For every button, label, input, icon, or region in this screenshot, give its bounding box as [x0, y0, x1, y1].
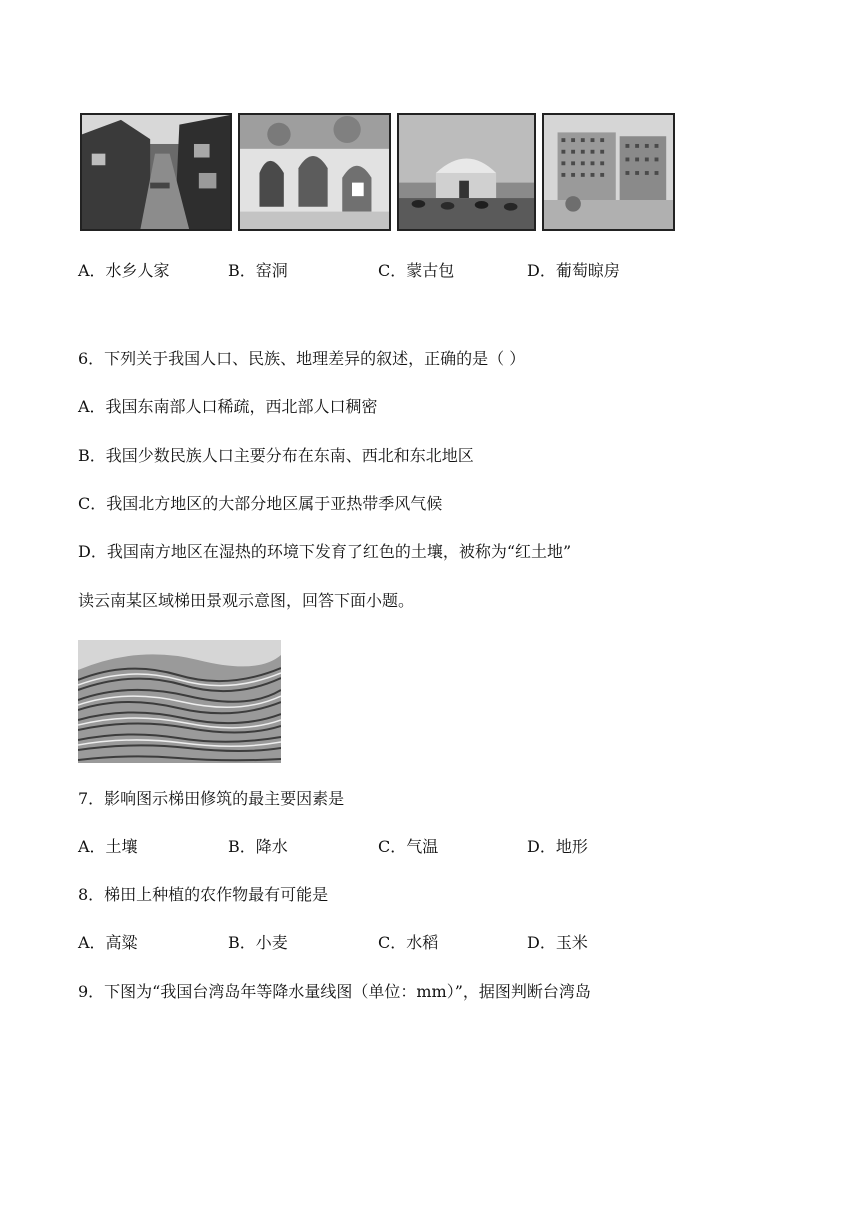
q6-stem: 6．下列关于我国人口、民族、地理差异的叙述，正确的是（ ） [78, 349, 526, 368]
q8-option-c: C．水稻 [378, 933, 439, 952]
q8-stem: 8．梯田上种植的农作物最有可能是 [78, 885, 329, 904]
q6-option-a: A．我国东南部人口稀疏，西北部人口稠密 [78, 397, 378, 416]
q7-stem: 7．影响图示梯田修筑的最主要因素是 [78, 789, 345, 808]
q7-option-a: A．土壤 [78, 837, 138, 856]
section-intro: 读云南某区域梯田景观示意图，回答下面小题。 [78, 591, 415, 610]
q8-option-a: A．高粱 [78, 933, 138, 952]
q5-option-a: A．水乡人家 [78, 261, 170, 280]
q7-option-c: C．气温 [378, 837, 439, 856]
q6-option-c: C．我国北方地区的大部分地区属于亚热带季风气候 [78, 494, 443, 513]
q7-option-d: D．地形 [527, 837, 588, 856]
cave-dwelling-photo [238, 113, 391, 231]
q5-option-d: D．葡萄晾房 [527, 261, 620, 280]
q8-option-d: D．玉米 [527, 933, 588, 952]
grape-drying-house-photo [542, 113, 675, 231]
q7-option-b: B．降水 [228, 837, 288, 856]
q8-option-b: B．小麦 [228, 933, 288, 952]
q6-option-d: D．我国南方地区在湿热的环境下发育了红色的土壤，被称为“红土地” [78, 542, 572, 561]
terraced-fields-photo [78, 640, 281, 763]
q5-option-b: B．窑洞 [228, 261, 288, 280]
water-town-photo [80, 113, 232, 231]
q9-stem: 9．下图为“我国台湾岛年等降水量线图（单位：mm）”，据图判断台湾岛 [78, 982, 591, 1001]
mongolian-yurt-photo [397, 113, 536, 231]
q5-option-c: C．蒙古包 [378, 261, 455, 280]
q6-option-b: B．我国少数民族人口主要分布在东南、西北和东北地区 [78, 446, 474, 465]
